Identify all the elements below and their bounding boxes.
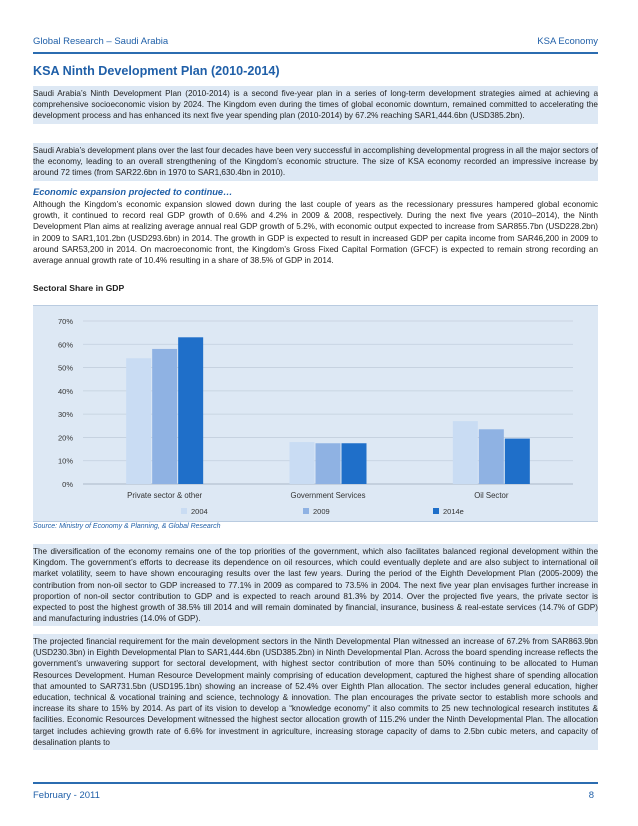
- footer-date: February - 2011: [33, 790, 100, 801]
- x-category-label: Oil Sector: [474, 491, 509, 500]
- bar-2009: [152, 349, 177, 484]
- header-left: Global Research – Saudi Arabia: [33, 36, 169, 47]
- bar-2009: [479, 429, 504, 484]
- legend-label: 2014e: [443, 507, 464, 516]
- y-tick-label: 20%: [57, 433, 73, 443]
- bar-2004: [453, 421, 478, 484]
- spending-text: The projected financial requirement for the main development sectors in the Ninth Developmental Plan witnessed an increase of 67.2% from SAR863.9bn (USD230.3bn) in Eighth Developmental Plan to SAR1,444.6bn (USD385.2bn) in Ninth Developmental Plan. Across the board spending increase reflects the government’s unwavering support for sectoral development, with highest sector contribution of more than 50% continuing to be allocated to Human Resources Development. Human Resource Development mainly comprising of education development, captured the highest share of spending allocation that amounted to SAR731.5bn (USD195.1bn) showing an increase of 52.4% over Eighth Plan allocation. The sector includes general education, higher education, technical & vocational training and science, technology & innovation. The plan encourages the private sector to establish more schools and increase its share to 15% by 2014. As part of its vision to develop a “knowledge economy” it also commits to 25 new technological research institutes & facilities. Economic Resources Development witnessed the highest sector allocation growth of 115.2% under the Ninth Developmental Plan. The allocation target includes achieving growth rate of 6.6% for investment in agriculture, increasing storage capacity of dams to 2.5bn cubic meters, and capacity of desalination plants to: [33, 637, 598, 747]
- page-title: KSA Ninth Development Plan (2010-2014): [33, 64, 280, 78]
- spending-paragraph: [33, 634, 598, 750]
- legend-label: 2004: [191, 507, 208, 516]
- bar-2014e: [342, 443, 367, 484]
- legend-label: 2009: [313, 507, 330, 516]
- legend-swatch: [181, 508, 187, 514]
- bar-2014e: [178, 337, 203, 484]
- chart-source: Source: Ministry of Economy & Planning, & Global Research: [33, 523, 221, 530]
- page-number: 8: [588, 790, 594, 801]
- y-tick-label: 70%: [57, 317, 73, 326]
- y-tick-label: 60%: [57, 340, 73, 350]
- intro-paragraph-2: [33, 143, 598, 181]
- y-tick-label: 40%: [57, 386, 73, 396]
- y-tick-label: 10%: [57, 456, 73, 466]
- bar-2004: [126, 358, 151, 484]
- header-right: KSA Economy: [537, 36, 598, 47]
- intro-paragraph-1: [33, 86, 598, 124]
- legend-swatch: [303, 508, 309, 514]
- intro-text-1: Saudi Arabia’s Ninth Development Plan (2010-2014) is a second five-year plan in a series of long-term development strategies aimed at achieving a comprehensive socioeconomic vision by 2024. The Kingdom even during the times of global economic downturn, remained committed to accelerating the development process and has enhanced its next five year spending plan (2010-2014) by 67.2% reaching SAR1,444.6bn (USD385.2bn).: [33, 89, 598, 121]
- header-rule: [33, 52, 598, 54]
- expansion-text: Although the Kingdom’s economic expansion slowed down during the last couple of years as the recessionary pressures hampered global economic growth, it continued to record real GDP growth of 0.6% and 4.2% in 2009 & 2008, respectively. During the next five years (2010–2014), the Ninth Development Plan aims at realizing average annual real GDP growth of 5.2%, with economic output expected to increase from SAR855.7bn (USD228.2bn) in 2009 to SAR1,101.2bn (USD293.6bn) in 2014. The growth in GDP is expected to result in increased GDP per capita income from SAR46,200 in 2009 to around SAR53,200 in 2014. On macroeconomic front, the Kingdom’s Gross Fixed Capital Formation (GFCF) is expected to remain strong recording an average annual growth rate of 10.4% resulting in a share of 38.5% of GDP in 2014.: [33, 200, 598, 266]
- expansion-paragraph: [33, 199, 598, 266]
- x-category-label: Private sector & other: [127, 491, 203, 500]
- section-subhead: Economic expansion projected to continue…: [33, 187, 233, 197]
- legend-swatch: [433, 508, 439, 514]
- footer-rule: [33, 782, 598, 784]
- page-header: [33, 36, 598, 50]
- x-category-label: Government Services: [290, 491, 366, 500]
- bar-2004: [290, 442, 315, 484]
- y-tick-label: 50%: [57, 363, 73, 373]
- bar-2014e: [505, 439, 530, 484]
- chart-label: Sectoral Share in GDP: [33, 283, 125, 293]
- diversification-paragraph: [33, 544, 598, 626]
- chart-panel: [33, 305, 598, 522]
- intro-text-2: Saudi Arabia’s development plans over the last four decades have been very successful in accomplishing developmental progress in all the major sectors of the economy, leading to an overall strengthening of the Kingdom’s economic structure. The size of KSA economy recorded an impressive increase by around 72 times (from SAR22.6bn in 1970 to SAR1,630.4bn in 2010).: [33, 146, 598, 178]
- diversification-text: The diversification of the economy remains one of the top priorities of the government, which also facilitates balanced regional development within the Kingdom. The government’s efforts to decrease its dependence on oil resources, which could eventually deplete and are also subject to international oil market volatility, seem to have shown encouraging results over the last few years. During the period of the Eighth Development Plan (2005-2009) the contribution from non-oil sector to GDP increased to 77.1% in 2009 as compared to 73.5% in 2004. The next five year plan envisages further increase in proportion of non-oil sector contribution to GDP and is expected to reach around 81.3% by 2014. Over the projected five years, the private sector is expected to post the highest growth of 38.5% till 2014 and will remain dominated by financial, insurance, business & real-estate services (14.7% of GDP) and manufacturing industries (14.0% of GDP).: [33, 547, 598, 624]
- bar-2009: [316, 443, 341, 484]
- y-tick-label: 30%: [57, 410, 73, 420]
- y-tick-label: 0%: [62, 480, 73, 489]
- sectoral-share-chart: [33, 306, 598, 521]
